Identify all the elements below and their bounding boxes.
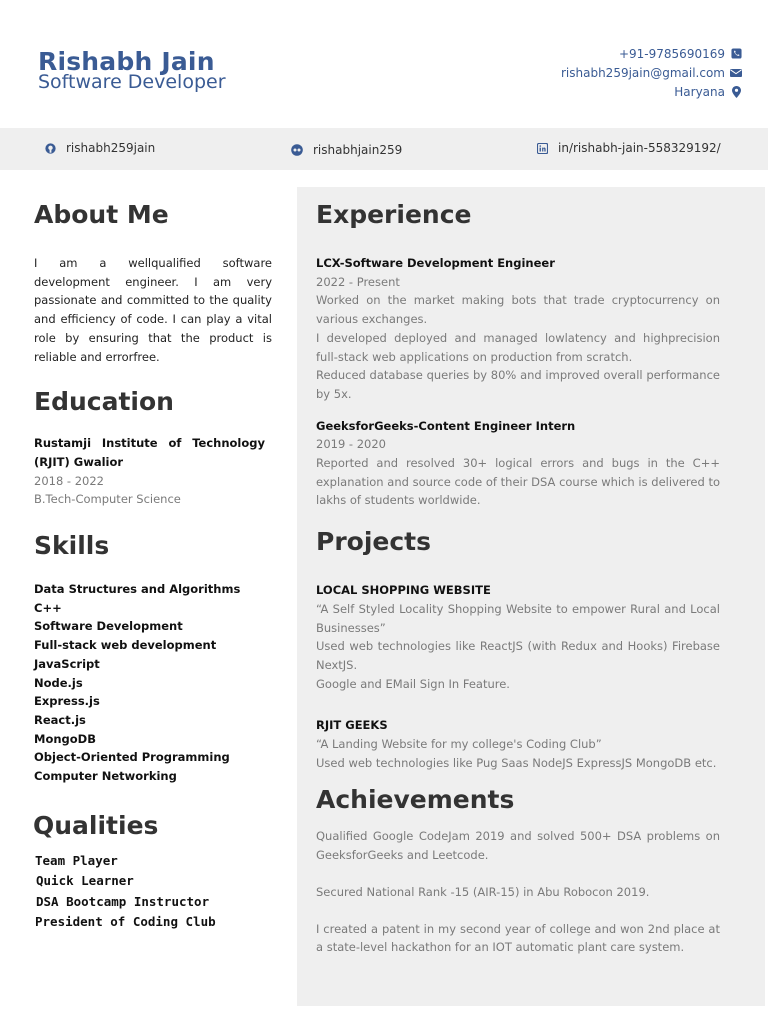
skill-item: C++ xyxy=(34,600,62,615)
achievement-item: Qualified Google CodeJam 2019 and solved 500+ DSA problems on GeeksforGeeks and Leetcode. xyxy=(316,829,720,863)
experience-entry xyxy=(316,417,720,511)
project-description: Used web technologies like Pug Saas NodeJS ExpressJS MongoDB etc. xyxy=(316,755,717,770)
skill-item: Node.js xyxy=(34,675,83,690)
quality-item: President of Coding Club xyxy=(35,914,216,930)
envelope-icon xyxy=(730,67,742,79)
project-name: RJIT GEEKS xyxy=(316,718,388,733)
job-title: LCX-Software Development Engineer xyxy=(316,256,555,270)
about-title: About Me xyxy=(34,200,169,229)
job-description: Worked on the market making bots that trade cryptocurrency on various exchanges. xyxy=(316,293,720,327)
about-text: I am a wellqualified software development engineer. I am very passionate and committed to the quality and efficiency of code. I can play a vital role by ensuring that the product is reliable and errorfree. xyxy=(34,256,272,364)
quality-item: DSA Bootcamp Instructor xyxy=(36,893,210,909)
job-description: Reported and resolved 30+ logical errors and bugs in the C++ explanation and source code of their DSA course which is delivered to lakhs of students worldwide. xyxy=(316,456,720,508)
phone-row[interactable] xyxy=(561,44,742,63)
achievements-list xyxy=(316,827,720,957)
quality-item: Quick Learner xyxy=(36,873,134,889)
projects-title: Projects xyxy=(316,527,432,557)
job-dates: 2022 - Present xyxy=(316,274,400,289)
achievement-item: I created a patent in my second year of college and won 2nd place at a state-level hackathon for an IOT automatic plant care system. xyxy=(316,921,720,955)
location-text: Haryana xyxy=(674,84,725,99)
skill-item: Software Development xyxy=(34,619,183,634)
phone-text: +91-9785690169 xyxy=(618,46,725,61)
skills-list xyxy=(34,580,272,786)
linkedin-link[interactable] xyxy=(536,141,721,155)
skill-item: MongoDB xyxy=(34,731,96,746)
education-institute: Rustamji Institute of Technology (RJIT) Gwalior xyxy=(34,436,265,469)
location-row xyxy=(561,82,742,101)
map-pin-icon xyxy=(730,86,742,98)
project-name: LOCAL SHOPPING WEBSITE xyxy=(316,583,491,598)
achievement-item: Secured National Rank -15 (AIR-15) in Abu Robocon 2019. xyxy=(316,884,650,899)
email-row[interactable] xyxy=(561,63,742,82)
github-link[interactable] xyxy=(44,141,155,155)
skill-item: Computer Networking xyxy=(34,769,177,784)
project-description: “A Landing Website for my college's Coding Club” xyxy=(316,737,602,752)
github-username: rishabh259jain xyxy=(66,141,156,155)
job-description: Reduced database queries by 80% and improved overall performance by 5x. xyxy=(316,368,720,401)
skills-title: Skills xyxy=(34,531,110,561)
job-title: GeeksforGeeks-Content Engineer Intern xyxy=(316,418,576,433)
project-description: “A Self Styled Locality Shopping Website to empower Rural and Local Businesses” xyxy=(316,601,720,635)
left-column xyxy=(34,200,272,933)
right-column xyxy=(316,200,720,957)
education-degree: B.Tech-Computer Science xyxy=(34,492,181,507)
skill-item: Object-Oriented Programming xyxy=(34,750,230,765)
job-description: I developed deployed and managed lowlatency and highprecision full-stack web applications on production from scratch. xyxy=(316,330,720,364)
education-years: 2018 - 2022 xyxy=(34,473,104,488)
codeforces-username: rishabhjain259 xyxy=(313,143,403,157)
qualities-title: Qualities xyxy=(33,810,159,840)
person-role: Software Developer xyxy=(38,71,226,93)
education-title: Education xyxy=(34,387,174,417)
linkedin-handle: in/rishabh-jain-558329192/ xyxy=(558,141,721,155)
codeforces-icon xyxy=(291,144,303,156)
skill-item: JavaScript xyxy=(34,656,100,671)
resume-header xyxy=(0,0,768,128)
experience-title: Experience xyxy=(316,200,472,229)
email-text: rishabh259jain@gmail.com xyxy=(560,65,725,80)
contact-info xyxy=(561,44,742,101)
project-entry xyxy=(316,716,720,772)
project-entry xyxy=(316,581,720,693)
projects-list xyxy=(316,581,720,772)
education-entry xyxy=(34,434,265,509)
skill-item: Data Structures and Algorithms xyxy=(34,582,241,597)
achievements-title: Achievements xyxy=(316,785,515,815)
experience-list xyxy=(316,254,720,510)
qualities-list xyxy=(34,851,272,933)
job-dates: 2019 - 2020 xyxy=(316,437,386,452)
person-name: Rishabh Jain xyxy=(38,47,215,76)
project-description: Google and EMail Sign In Feature. xyxy=(316,676,510,691)
social-links-bar xyxy=(0,128,768,170)
quality-item: Team Player xyxy=(35,852,118,868)
skill-item: Full-stack web development xyxy=(34,638,217,653)
experience-entry xyxy=(316,254,720,404)
skill-item: Express.js xyxy=(34,694,100,709)
skill-item: React.js xyxy=(34,712,86,727)
phone-icon xyxy=(730,48,742,60)
project-description: Used web technologies like ReactJS (with Redux and Hooks) Firebase NextJS. xyxy=(316,639,720,672)
github-icon xyxy=(44,142,56,154)
linkedin-icon xyxy=(536,142,548,154)
codeforces-link[interactable] xyxy=(291,143,402,157)
